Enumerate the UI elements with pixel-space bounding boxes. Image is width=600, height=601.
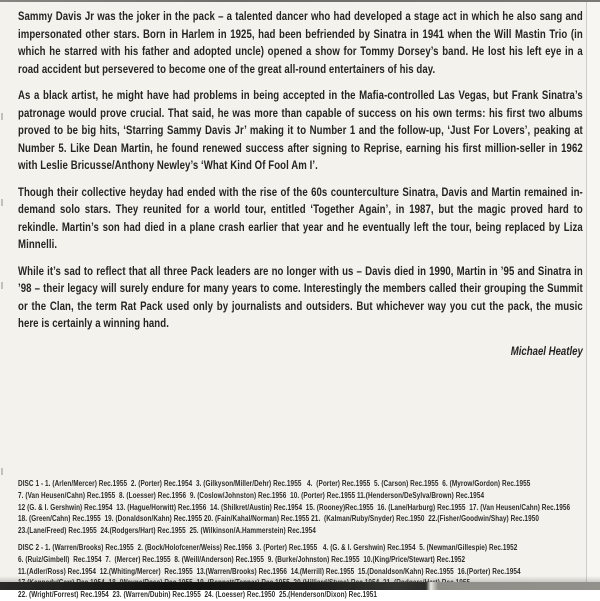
- disc1-credits: [18, 478, 583, 537]
- scan-top-edge: [0, 0, 600, 2]
- disc1-credit-line: DISC 1 - 1. (Arlen/Mercer) Rec.1955 2. (Porter) Rec.1954 3. (Gilkyson/Miller/Dehr) Rec.1955 4. (Porter) Rec.1955 5. (Carson) Rec.1955 6. (Myrow/Gordon) Rec.1955: [18, 479, 531, 488]
- scan-artifact: [1, 113, 3, 120]
- scan-artifact: [1, 199, 3, 206]
- disc2-credit-line: DISC 2 - 1. (Warren/Brooks) Rec.1955 2. (Bock/Holofcener/Weiss) Rec.1956 3. (Porter) Rec.1955 4. (G. & I. Gershwin) Rec.1954 5. (Newman/Gillespie) Rec.1952: [18, 542, 518, 552]
- disc2-credit-line: 22. (Wright/Forrest) Rec.1954 23. (Warren/Dubin) Rec.1955 24. (Loesser) Rec.1950 25.(Henderson/Dixon) Rec.1951: [18, 590, 378, 600]
- liner-notes-paragraph-1: Sammy Davis Jr was the joker in the pack – a talented dancer who had developed a stage act in which he also sang and impersonated other stars. Born in Harlem in 1925, had been befriended by Sinatra in 1941 when the Will Mastin Trio (in which he starred with his father and adopted uncle) opened a show for Tommy Dorsey’s band. He lost his left eye in a road accident but persevered to become one of the great all-round entertainers of his day.: [18, 9, 583, 76]
- scan-artifact: [1, 282, 3, 289]
- disc2-credit-line: 6. (Ruiz/Gimbell) Rec.1954 7. (Mercer) Rec.1955 8. (Weill/Anderson) Rec.1955 9. (Burke/Johnston) Rec.1955 10.(King/Price/Stewart) Rec.1952: [18, 554, 466, 564]
- disc1-credit-line: 12 (G. & I. Gershwin) Rec.1954 13. (Hague/Horwitt) Rec.1956 14. (Shilkret/Austin) Rec.1954 15. (Rooney)Rec.1955 16. (Lane/Harburg) Rec.1955 17. (Van Heusen/Cahn) Rec.1956: [18, 502, 571, 512]
- disc1-credit-line: 18. (Green/Cahn) Rec.1955 19. (Donaldson/Kahn) Rec.1955 20. (Fain/Kahal/Norman) Rec.1955 21. (Kalman/Ruby/Snyder) Rec.1950 22.(Fisher/Goodwin/Shay) Rec.1950: [18, 514, 539, 524]
- scan-bottom-shadow: [0, 582, 600, 590]
- disc1-credit-line: 7. (Van Heusen/Cahn) Rec.1955 8. (Loesser) Rec.1956 9. (Coslow/Johnston) Rec.1956 10. (Porter) Rec.1955 11.(Henderson/DeSylva/Brown) Rec.1954: [18, 490, 485, 500]
- liner-notes-paragraph-2: As a black artist, he might have had problems in being accepted in the Mafia-controlled Las Vegas, but Frank Sinatra’s patronage would prove crucial. That said, he was more than capable of success on his own terms: his first two albums proved to be big hits, ‘Starring Sammy Davis Jr’ making it to Number 1 and the follow-up, ‘Just For Lovers’, peaking at Number 5. Like Dean Martin, he found renewed success after signing to Reprise, earning his first million-seller in 1962 with Leslie Bricusse/Anthony Newley’s ‘What Kind Of Fool Am I’.: [18, 88, 583, 172]
- scan-artifact: [1, 468, 3, 475]
- liner-notes-paragraph-4: While it’s sad to reflect that all three Pack leaders are no longer with us – Davis died in 1990, Martin in ’95 and Sinatra in ’98 – their legacy will surely endure for many years to come. Interestingly the members called their grouping the Summit or the Clan, the term Rat Pack used only by journalists and outsiders. But whichever way you cut the pack, the music here is certainly a winning hand.: [18, 263, 583, 330]
- author-byline: Michael Heatley: [510, 343, 583, 358]
- disc2-credits: [18, 542, 583, 601]
- page-edge-strip: [587, 0, 600, 590]
- liner-notes-paragraph-3: Though their collective heyday had ended with the rise of the 60s counterculture Sinatra, Davis and Martin remained in-demand solo stars. They reunited for a world tour, entitled ‘Together Again’, in 1987, but the magic proved hard to rekindle. Martin’s son had died in a plane crash earlier that year and he eventually left the tour, being replaced by Liza Minnelli.: [18, 184, 583, 251]
- disc2-credit-line: 11.(Adler/Ross) Rec.1954 12.(Whiting/Mercer) Rec.1955 13.(Warren/Brooks) Rec.1956 14.(Merrill) Rec.1955 15.(Donaldson/Kahn) Rec.1955 16.(Porter) Rec.1954: [18, 566, 521, 576]
- disc1-credit-line: 23.(Lane/Freed) Rec.1955 24.(Rodgers/Hart) Rec.1955 25. (Wilkinson/A.Hammerstein) Rec.1954: [18, 526, 316, 536]
- liner-notes: [18, 8, 583, 601]
- page-edge-line: [586, 2, 587, 582]
